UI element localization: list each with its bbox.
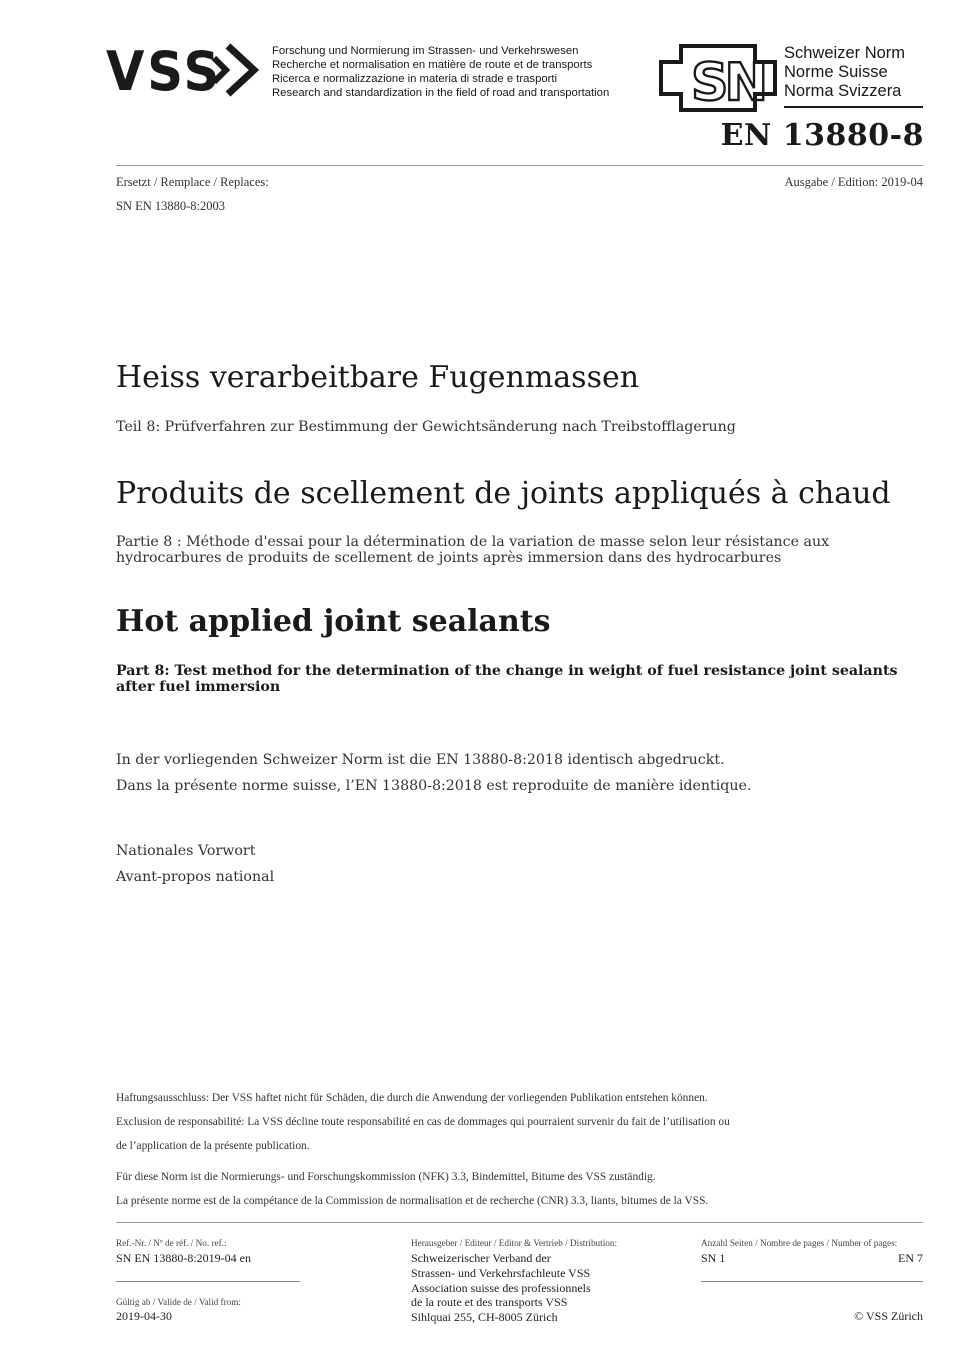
page-count-label: Anzahl Seiten / Nombre de pages / Number of pages:: [701, 1238, 898, 1248]
vss-logo-graphic: [106, 40, 266, 100]
publisher-address: [411, 1251, 591, 1325]
page-count-sn: SN 1: [701, 1251, 726, 1265]
title-french: Produits de scellement de joints appliqués à chaud: [116, 476, 891, 511]
vss-tagline-fr: Recherche et normalisation en matière de route et de transports: [272, 59, 593, 71]
reference-number-value: SN EN 13880-8:2019-04 en: [116, 1251, 251, 1265]
publisher-label: Herausgeber / Editeur / Editor & Vertrieb / Distribution:: [411, 1238, 617, 1248]
vss-tagline-de: Forschung und Normierung im Strassen- und Verkehrswesen: [272, 45, 579, 57]
identical-statement-french: Dans la présente norme suisse, l’EN 13880-8:2018 est reproduite de manière identique.: [116, 778, 752, 794]
sn-logo-letters: SN: [691, 53, 764, 112]
replaces-value: SN EN 13880-8:2003: [116, 199, 226, 213]
subtitle-german: Teil 8: Prüfverfahren zur Bestimmung der Gewichtsänderung nach Treibstofflagerung: [116, 419, 736, 435]
sn-label: [784, 44, 905, 101]
vss-tagline-en: Research and standardization in the field of road and transportation: [272, 87, 610, 99]
swiss-cross-icon: [657, 44, 779, 112]
header-divider: [116, 165, 923, 166]
sn-label-fr: Norme Suisse: [784, 63, 888, 81]
copyright: © VSS Zürich: [854, 1309, 923, 1323]
committee-german: Für diese Norm ist die Normierungs- und Forschungskommission (NFK) 3.3, Bindemittel, Bitume des VSS zuständig.: [116, 1171, 656, 1183]
publisher-line: Strassen- und Verkehrsfachleute VSS: [411, 1265, 591, 1280]
disclaimer-french-line1: Exclusion de responsabilité: La VSS décline toute responsabilité en cas de dommages qui pourraient survenir du fait de l’utilisation ou: [116, 1116, 730, 1128]
vss-chevron-icon: [228, 46, 254, 94]
sn-label-de: Schweizer Norm: [784, 44, 906, 62]
publisher-line: Sihlquai 255, CH-8005 Zürich: [411, 1310, 558, 1325]
sn-label-it: Norma Svizzera: [784, 82, 902, 100]
subtitle-english: Part 8: Test method for the determination of the change in weight of fuel resistance joint sealants after fuel immersion: [116, 663, 898, 695]
title-english: Hot applied joint sealants: [116, 604, 551, 639]
document-number: EN 13880-8: [720, 118, 924, 153]
publisher-line: Association suisse des professionnels: [411, 1280, 591, 1295]
footer-col3-divider: [701, 1281, 923, 1282]
disclaimer-german: Haftungsausschluss: Der VSS haftet nicht für Schäden, die durch die Anwendung der vorliegenden Publikation entstehen können.: [116, 1092, 708, 1104]
footer-divider: [116, 1222, 923, 1223]
footer-col1-divider: [116, 1281, 300, 1282]
vss-tagline: [272, 44, 609, 100]
page-count-en: EN 7: [898, 1251, 923, 1265]
title-german: Heiss verarbeitbare Fugenmassen: [116, 360, 640, 395]
replaces-label: Ersetzt / Remplace / Replaces:: [116, 175, 269, 189]
vss-logo: [106, 40, 266, 100]
committee-french: La présente norme est de la compétance de la Commission de normalisation et de recherche (CNR) 3.3, liants, bitumes de la VSS.: [116, 1195, 709, 1207]
identical-statement-german: In der vorliegenden Schweizer Norm ist die EN 13880-8:2018 identisch abgedruckt.: [116, 752, 725, 768]
valid-from-label: Gültig ab / Valide de / Valid from:: [116, 1297, 241, 1307]
publisher-line: de la route et des transports VSS: [411, 1295, 568, 1310]
vss-tagline-it: Ricerca e normalizzazione in materia di strade e trasporti: [272, 73, 558, 85]
sn-label-underline: [784, 106, 923, 108]
sn-logo: [657, 44, 779, 112]
subtitle-french: Partie 8 : Méthode d'essai pour la détermination de la variation de masse selon leur résistance aux hydrocarbures de produits de scellement de joints après immersion dans des hydrocarbures: [116, 534, 830, 566]
vss-logo-wordmark: VSS: [106, 41, 223, 100]
valid-from-value: 2019-04-30: [116, 1309, 172, 1323]
publisher-line: Schweizerischer Verband der: [411, 1251, 551, 1265]
edition-label: Ausgabe / Edition: 2019-04: [784, 175, 923, 189]
national-foreword-french: Avant-propos national: [116, 869, 275, 885]
disclaimer-french-line2: de l’application de la présente publication.: [116, 1140, 310, 1152]
reference-number-label: Ref.-Nr. / Nº de réf. / No. ref.:: [116, 1238, 227, 1248]
national-foreword-german: Nationales Vorwort: [116, 843, 256, 859]
